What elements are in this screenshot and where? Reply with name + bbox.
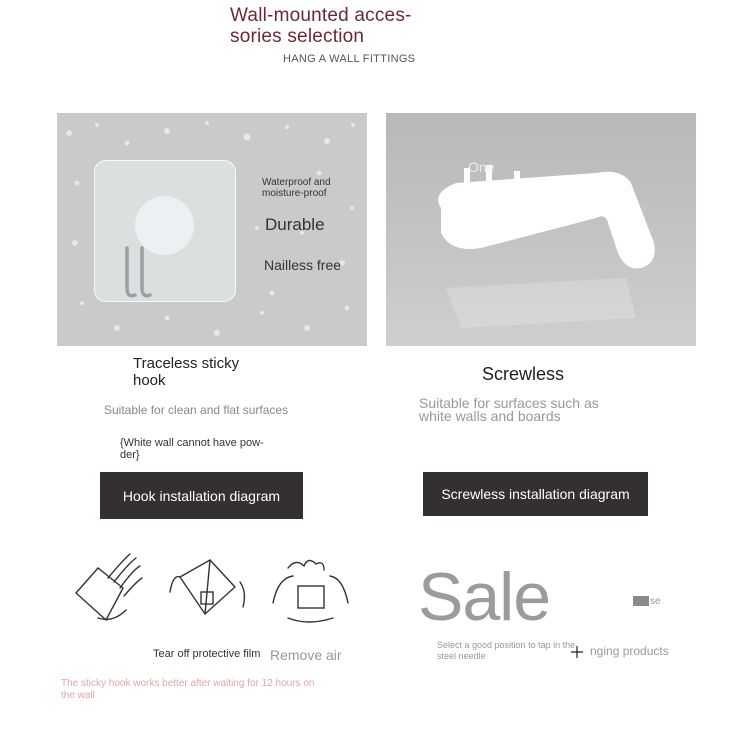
hanging-products-label: nging products [590, 644, 669, 658]
durable-label: Durable [265, 215, 325, 234]
waterproof-line1: Waterproof and [262, 177, 331, 188]
press-air-icon [268, 548, 353, 628]
page-title [230, 5, 470, 47]
note-line1: The sticky hook works better after waiting for 12 hours on [61, 678, 315, 689]
select-line1: Select a good position to tap in the [437, 640, 576, 650]
tear-film-icon [165, 552, 250, 627]
one-label: One [468, 159, 495, 175]
screwless-installation-button[interactable]: Screwless installation diagram [423, 472, 648, 516]
sticky-hook-note [61, 678, 314, 702]
select-position-text [437, 640, 575, 662]
waterproof-line2: moisture-proof [262, 188, 327, 199]
sale-watermark: Sale [418, 559, 551, 635]
target-cross-icon [571, 646, 583, 658]
small-thumbnail [633, 596, 649, 606]
screwless-title: Screwless [482, 364, 565, 384]
hook-installation-button[interactable]: Hook installation diagram [100, 472, 303, 519]
hook-plate-icon [117, 243, 157, 303]
sticky-hook-title [133, 355, 239, 389]
remove-air-label: Remove air [270, 647, 342, 663]
page-title-line2: sories selection [230, 26, 365, 47]
screwless-suitable-line1: Suitable for surfaces such as [419, 395, 599, 411]
waterproof-label [262, 177, 331, 199]
sticky-hook-suitable: Suitable for clean and flat surfaces [104, 403, 289, 417]
page-subtitle: HANG A WALL FITTINGS [283, 53, 416, 65]
hand-wipe-icon [68, 548, 148, 628]
nailless-label: Nailless free [264, 257, 342, 273]
small-label: se [650, 596, 661, 607]
warning-line1: {White wall cannot have pow- [120, 437, 264, 449]
warning-line2: der} [120, 449, 140, 461]
sticky-hook-warning [120, 437, 264, 461]
sticky-hook-title-line2: hook [133, 372, 166, 389]
sticky-hook-title-line1: Traceless sticky [133, 355, 240, 372]
screwless-suitable [419, 397, 599, 423]
screwless-hook-photo [386, 113, 696, 346]
note-line2: the wall [61, 690, 95, 701]
page-title-line1: Wall-mounted acces- [230, 5, 412, 26]
select-line2: steel needle [437, 651, 486, 661]
sticky-hook-photo [57, 113, 367, 346]
screwless-suitable-line2: white walls and boards [419, 408, 561, 424]
screwless-hook-icon [386, 113, 696, 346]
tear-film-label: Tear off protective film [153, 648, 261, 660]
